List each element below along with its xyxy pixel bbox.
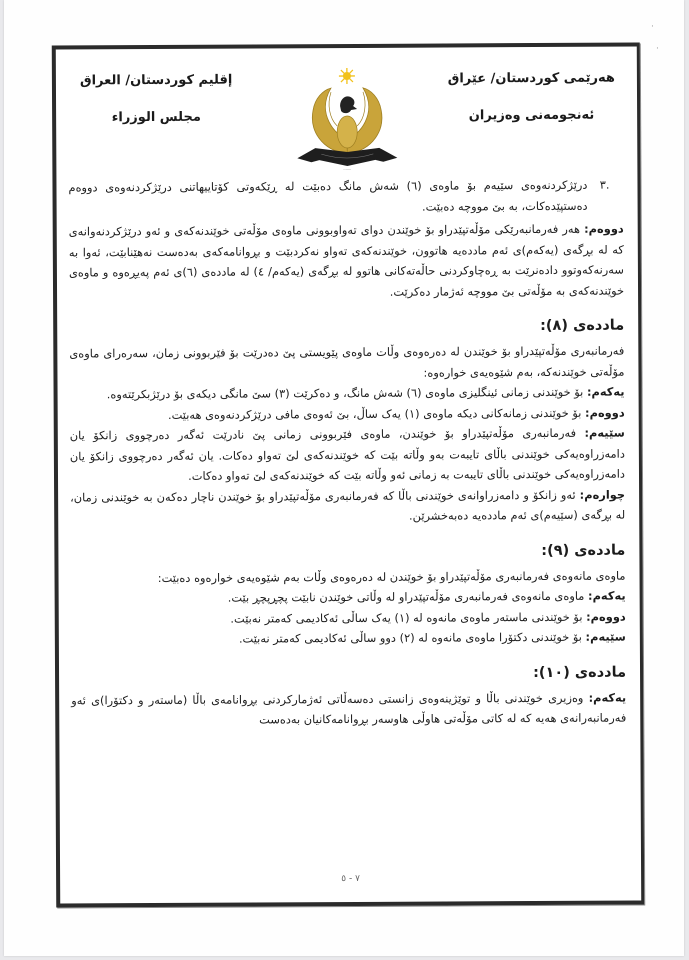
- clause-label: سێیەم:: [585, 629, 626, 644]
- letterhead-kurdish: [448, 71, 616, 146]
- clause-text: ئەو زانکۆ و دامەزراوانەی خوێندنی باڵا کە فەرمانبەری مۆڵەتپێدراو بۆ خوێندن ناچار دەکەن بە خوێندنی زمان، لە بڕگەی (سێیەم)ی ئەم ماددەیە دەبەخشرێن.: [70, 487, 626, 523]
- clause-text: بۆ خوێندنی زمانی ئینگلیزی ماوەی (٦) شەش مانگ، و دەکرێت (٣) سێ مانگی دیکەی بۆ درێژبکرێتەوە.: [106, 384, 584, 402]
- scan-speck: ·: [651, 22, 654, 32]
- article-10-item-1: [71, 687, 626, 731]
- article-8-item-3: [70, 423, 625, 487]
- clause-label: یەکەم:: [587, 588, 626, 603]
- council-name-kurdish: ئەنجومەنی وەزیران: [468, 107, 595, 124]
- clause-text: بۆ خوێندنی دکتۆرا ماوەی مانەوە لە (٢) دوو ساڵی ئەکادیمی کەمتر نەبێت.: [238, 629, 582, 646]
- scanned-page: [4, 0, 684, 956]
- region-name-kurdish: هەرێمی کوردستان/ عێراق: [447, 70, 615, 87]
- svg-text:.......: .......: [342, 166, 351, 172]
- article-9-heading: ماددەی (٩):: [541, 542, 626, 559]
- article-8-item-1: [70, 382, 625, 405]
- article-9-item-1: [71, 586, 626, 609]
- clause-label: سێیەم:: [584, 425, 625, 440]
- clause-label: چوارەم:: [579, 487, 626, 502]
- article-8-intro: فەرمانبەری مۆڵەتپێدراو بۆ خوێندن لە دەرەوەی وڵات ماوەی پێویستی پێ دەدرێت بۆ فێربوونی زمان، سەرەرای ماوەی مۆڵەتی خوێندنەکە، بەم شێوەیەی خوارەوە:: [69, 343, 625, 380]
- list-item: [68, 175, 623, 219]
- clause-label: یەکەم:: [586, 384, 625, 399]
- clause-text: ماوەی مانەوەی فەرمانبەری مۆڵەتپێدراو لە وڵاتی خوێندن نابێت پچڕپچڕ بێت.: [227, 588, 585, 605]
- council-name-arabic: مجلس الوزراء: [111, 109, 201, 126]
- clause-label: دووەم:: [584, 221, 624, 236]
- clause-label: دووەم:: [584, 405, 625, 420]
- article-9-intro: ماوەی مانەوەی فەرمانبەری مۆڵەتپێدراو بۆ خوێندن لە دەرەوەی وڵات بەم شێوەیەی خوارەوە دەبێت:: [157, 568, 626, 585]
- kurdistan-emblem-icon: [290, 66, 403, 175]
- clause-text: بۆ خوێندنی ماستەر ماوەی مانەوە لە (١) یەک ساڵی ئەکادیمی کەمتر نەبێت.: [230, 609, 583, 626]
- region-name-arabic: إقليم كوردستان/ العراق: [79, 72, 233, 89]
- article-8-item-2: [70, 402, 625, 425]
- scan-speck: ·: [656, 44, 659, 54]
- letterhead-arabic: [80, 73, 233, 148]
- article-8-item-4: [70, 484, 625, 528]
- document-border-frame: [52, 42, 645, 907]
- clause-text: هەر فەرمانبەرێکی مۆڵەتپێدراو بۆ خوێندن دوای تەواوبوونی ماوەی مۆڵەتی خوێندنەکەی و ئەو درێژکردنەوانەی کە لە بڕگەی (یەکەم)ی ئەم ماددەیە هاتوون، خوێندنەکەی تەواو نەکردبێت و بڕوانامەکەی بەدەست نەهێنابێت، ئەوا بە سەرنەکەوتوو دادەنرێت بە ڕەچاوکردنی حاڵەتەکانی هاتوو لە بڕگەی (یەکەم/ ٤) لە ماددەی (٦)ی ئەم پەیڕەوە و ماوەی خوێندنەکەی بە مۆڵەتی بێ مووچە ئەژمار دەکرێت.: [68, 221, 625, 299]
- page-number: ٧ - ٥: [341, 873, 360, 885]
- clause-text: فەرمانبەری مۆڵەتپێدراو بۆ خوێندن، ماوەی فێربوونی زمانی پێ نادرێت ئەگەر دەرچووی زانکۆ یان دامەزراوەیەکی خوێندنی باڵای تایبەت بەو وڵاتە بێت کە خوێندنەکەی لێ تەواو دەکات. یان ئەگەر دەرچووی زانکۆ یان دامەزراوەیەکی خوێندنی باڵای تایبەت بە زمانی ئەو وڵاتە بێت کە خوێندنەکەی لێ تەواو دەکات.: [69, 425, 626, 483]
- article-9-item-3: [71, 627, 626, 650]
- paragraph-second: [69, 219, 624, 304]
- item-text: درێژکردنەوەی سێیەم بۆ ماوەی (٦) شەش مانگ دەبێت لە ڕێکەوتی کۆتاییهاتنی درێژکردنەوەی دووەم دەستپێدەکات، بە بێ مووچە دەبێت.: [68, 177, 588, 214]
- letterhead: [56, 64, 638, 177]
- document-body: [68, 175, 626, 731]
- clause-text: وەزیری خوێندنی باڵا و توێژینەوەی زانستی دەسەڵاتی ئەژمارکردنی بڕوانامەی باڵا (ماستەر و دکتۆرا)ی ئەو فەرمانبەرانەی هەیە کە لە کاتی مۆڵەتی هاوڵی هاوسەر بڕوانامەکانیان بەدەست: [71, 690, 627, 727]
- article-8-heading: ماددەی (٨):: [540, 317, 625, 334]
- clause-label: دووەم:: [586, 609, 626, 624]
- item-number: .٣: [599, 177, 610, 192]
- clause-label: یەکەم:: [588, 690, 627, 705]
- article-10-heading: ماددەی (١٠):: [533, 664, 627, 681]
- clause-text: بۆ خوێندنی زمانەکانی دیکە ماوەی (١) یەک ساڵ، بێ ئەوەی مافی درێژکردنەوەی هەبێت.: [167, 405, 582, 422]
- article-9-item-2: [71, 606, 626, 629]
